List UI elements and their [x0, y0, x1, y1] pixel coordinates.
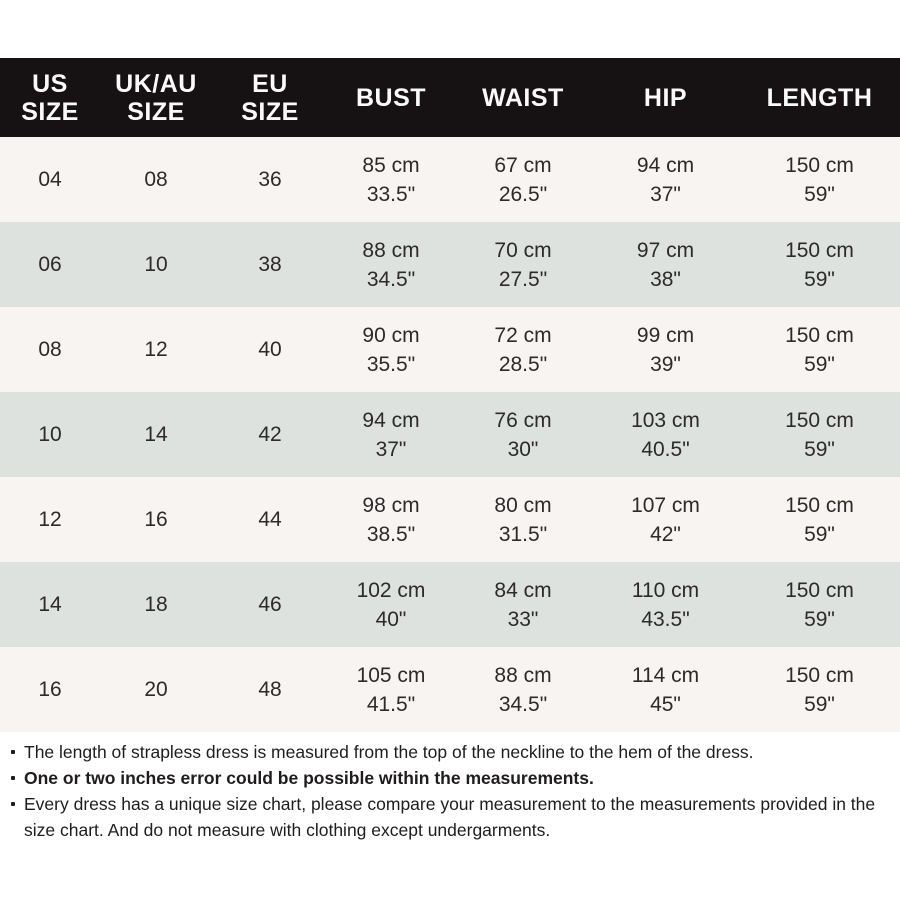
cell-length: 150 cm 59" — [785, 663, 854, 716]
cell-length: 150 cm 59" — [785, 408, 854, 461]
cell-eu-size: 38 — [258, 253, 282, 276]
cell-waist: 84 cm 33" — [494, 578, 552, 631]
bullet-dot-icon — [11, 776, 15, 780]
cell-bust: 94 cm 37" — [362, 408, 420, 461]
bullet-dot-icon — [11, 802, 15, 806]
cell-hip: 97 cm 38" — [636, 238, 695, 291]
cell-us-size: 10 — [38, 423, 62, 446]
cell-uk-au-size: 18 — [144, 593, 168, 616]
cell-hip: 110 cm 43.5" — [631, 578, 700, 631]
cell-waist: 88 cm 34.5" — [494, 663, 552, 716]
cell-uk-au-size: 10 — [144, 253, 168, 276]
cell-hip: 94 cm 37" — [636, 153, 695, 206]
note-item — [8, 739, 894, 765]
table-row — [0, 307, 900, 392]
cell-eu-size: 48 — [258, 678, 282, 701]
cell-uk-au-size: 20 — [144, 678, 168, 701]
cell-length: 150 cm 59" — [785, 153, 854, 206]
cell-uk-au-size: 08 — [144, 168, 168, 191]
cell-uk-au-size: 14 — [144, 423, 168, 446]
measurement-notes — [8, 739, 894, 843]
note-text: The length of strapless dress is measured from the top of the neckline to the hem of the dress. — [24, 742, 754, 762]
cell-eu-size: 42 — [258, 423, 282, 446]
cell-us-size: 04 — [38, 168, 62, 191]
size-chart-table — [0, 58, 900, 732]
cell-eu-size: 36 — [258, 168, 282, 191]
table-header-row — [0, 58, 900, 137]
column-header-bust: BUST — [355, 83, 427, 112]
note-item — [8, 791, 894, 843]
cell-hip: 114 cm 45" — [631, 663, 700, 716]
table-row — [0, 647, 900, 732]
cell-waist: 67 cm 26.5" — [494, 153, 552, 206]
note-text: Every dress has a unique size chart, please compare your measurement to the measurements provided in the size chart. And do not measure with clothing except undergarments. — [24, 794, 876, 840]
table-row — [0, 222, 900, 307]
note-item — [8, 765, 894, 791]
column-header-hip: HIP — [643, 83, 688, 112]
cell-waist: 70 cm 27.5" — [494, 238, 552, 291]
cell-waist: 80 cm 31.5" — [494, 493, 552, 546]
cell-uk-au-size: 12 — [144, 338, 168, 361]
cell-hip: 103 cm 40.5" — [631, 408, 700, 461]
cell-bust: 88 cm 34.5" — [362, 238, 420, 291]
cell-length: 150 cm 59" — [785, 493, 854, 546]
cell-waist: 76 cm 30" — [494, 408, 552, 461]
column-header-uk-au-size: UK/AU SIZE — [115, 69, 197, 126]
cell-us-size: 08 — [38, 338, 62, 361]
column-header-eu-size: EU SIZE — [241, 69, 299, 126]
cell-hip: 99 cm 39" — [636, 323, 695, 376]
table-row — [0, 562, 900, 647]
table-row — [0, 137, 900, 222]
cell-eu-size: 46 — [258, 593, 282, 616]
cell-us-size: 14 — [38, 593, 62, 616]
cell-eu-size: 44 — [258, 508, 282, 531]
cell-length: 150 cm 59" — [785, 238, 854, 291]
cell-us-size: 12 — [38, 508, 62, 531]
column-header-waist: WAIST — [482, 83, 564, 112]
table-row — [0, 392, 900, 477]
cell-bust: 98 cm 38.5" — [362, 493, 420, 546]
cell-bust: 90 cm 35.5" — [362, 323, 420, 376]
cell-waist: 72 cm 28.5" — [494, 323, 552, 376]
cell-length: 150 cm 59" — [785, 578, 854, 631]
cell-eu-size: 40 — [258, 338, 282, 361]
cell-uk-au-size: 16 — [144, 508, 168, 531]
cell-us-size: 16 — [38, 678, 62, 701]
table-row — [0, 477, 900, 562]
column-header-length: LENGTH — [766, 83, 873, 112]
cell-bust: 85 cm 33.5" — [362, 153, 420, 206]
bullet-dot-icon — [11, 750, 15, 754]
note-text: One or two inches error could be possible within the measurements. — [24, 768, 594, 788]
cell-us-size: 06 — [38, 253, 62, 276]
column-header-us-size: US SIZE — [21, 69, 79, 126]
cell-length: 150 cm 59" — [785, 323, 854, 376]
cell-bust: 105 cm 41.5" — [356, 663, 426, 716]
cell-hip: 107 cm 42" — [631, 493, 700, 546]
cell-bust: 102 cm 40" — [356, 578, 426, 631]
